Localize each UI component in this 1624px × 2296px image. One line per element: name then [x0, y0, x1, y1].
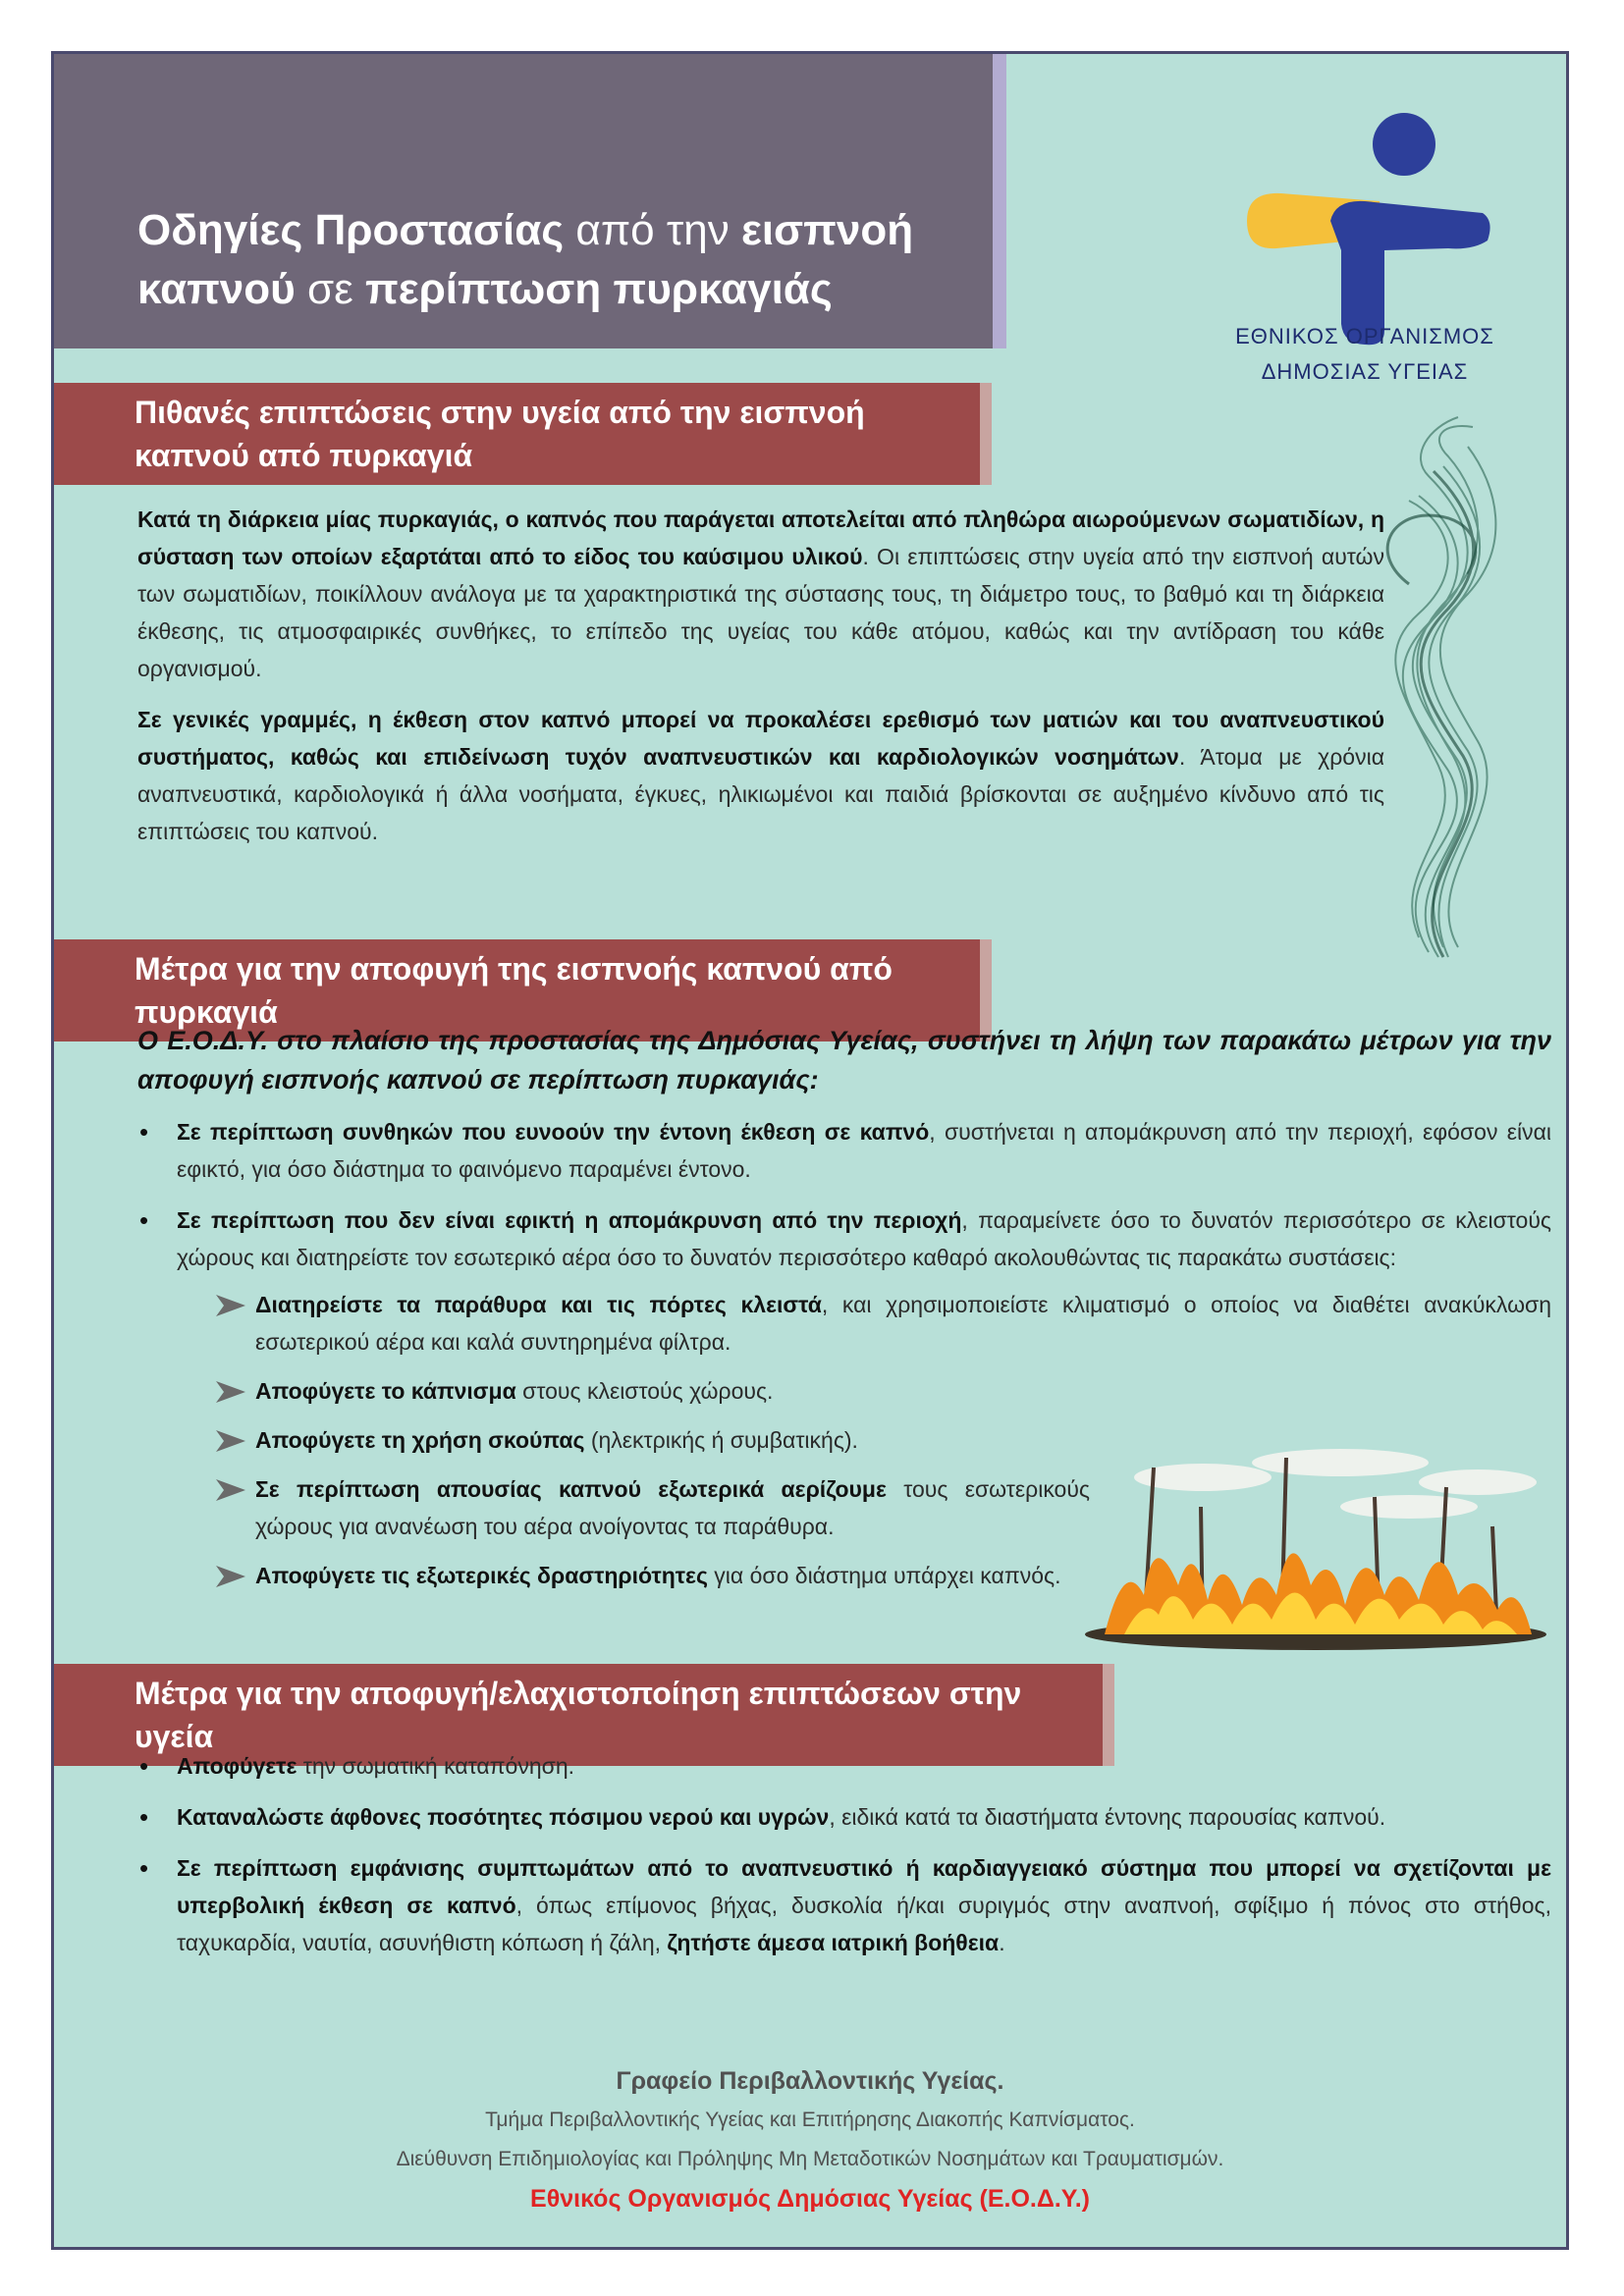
title-part: από την [564, 206, 741, 254]
org-name [1203, 319, 1527, 390]
body-text: , ειδικά κατά τα διαστήματα έντονης παρουσίας καπνού. [829, 1804, 1386, 1830]
bold-text: Σε περίπτωση συνθηκών που ευνοούν την έντονη έκθεση σε καπνό [177, 1119, 930, 1145]
footer-organization: Εθνικός Οργανισμός Δημόσιας Υγείας (Ε.Ο.Δ.Υ.) [530, 2185, 1090, 2213]
bold-text: Σε περίπτωση εμφάνισης συμπτωμάτων από το αναπνευστικό ή καρδιαγγειακό σύστημα που μπορεί να σχετίζονται με υπερβολική έκθεση σε καπνό [177, 1855, 1551, 1918]
body-text: . [999, 1930, 1005, 1955]
paragraph [137, 701, 1384, 850]
bold-text: Διατηρείστε τα παράθυρα και τις πόρτες κλειστά [255, 1292, 822, 1317]
bold-text: Σε περίπτωση που δεν είναι εφικτή η απομάκρυνση από την περιοχή [177, 1207, 962, 1233]
body-text: , και χρησιμοποιείστε κλιματισμό ο οποίος να διαθέτει ανακύκλωση εσωτερικού αέρα και καλά συντηρημένα φίλτρα. [255, 1292, 1552, 1355]
section-heading-health-effects [54, 383, 992, 485]
body-text: την σωματική καταπόνηση. [297, 1753, 574, 1779]
body-text: , συστήνεται η απομάκρυνση από την περιοχή, εφόσον είναι εφικτό, για όσο διάστημα το φαινόμενο παραμένει έντονο. [177, 1119, 1551, 1182]
list-item [137, 1798, 1551, 1836]
bold-text: Κατά τη διάρκεια μίας πυρκαγιάς, ο καπνός που παράγεται αποτελείται από πληθώρα αιωρούμενων σωματιδίων, η σύσταση των οποίων εξαρτάται από το είδος του καύσιμου υλικού [137, 507, 1384, 569]
heading-line: Μέτρα για την αποφυγή της εισπνοής καπνού από πυρκαγιά [135, 951, 893, 1030]
heading-line: Πιθανές επιπτώσεις στην υγεία από την εισπνοή [135, 395, 865, 430]
arrow-right-icon [216, 1479, 245, 1501]
bold-text: Σε περίπτωση απουσίας καπνού εξωτερικά αερίζουμε [255, 1476, 887, 1502]
bold-text: Καταναλώστε άφθονες ποσότητες πόσιμου νερού και υγρών [177, 1804, 830, 1830]
arrow-right-icon [216, 1566, 245, 1587]
title-part: σε [295, 265, 366, 313]
list-item [216, 1286, 1551, 1361]
footer-directorate: Διεύθυνση Επιδημιολογίας και Πρόληψης Μη Μεταδοτικών Νοσημάτων και Τραυματισμών. [396, 2148, 1224, 2170]
title-box [54, 54, 1006, 348]
bold-text: Αποφύγετε τις εξωτερικές δραστηριότητες [255, 1563, 708, 1588]
forest-fire-illustration [1085, 1438, 1546, 1654]
footer [54, 2061, 1566, 2218]
bold-text: Αποφύγετε [177, 1753, 298, 1779]
bold-text: Αποφύγετε το κάπνισμα [255, 1378, 516, 1404]
body-text: (ηλεκτρικής ή συμβατικής). [584, 1427, 858, 1453]
org-line: ΕΘΝΙΚΟΣ ΟΡΓΑΝΙΣΜΟΣ [1235, 324, 1494, 348]
leaflet-page [51, 51, 1569, 2250]
intro-text: Ο Ε.Ο.Δ.Υ. στο πλαίσιο της προστασίας της Δημόσιας Υγείας, συστήνει τη λήψη των παρακάτω μέτρων για την αποφυγή εισπνοής καπνού σε περίπτωση πυρκαγιάς: [137, 1026, 1551, 1095]
heading-line: καπνού από πυρκαγιά [135, 438, 473, 473]
body-text: , παραμείνετε όσο το δυνατόν περισσότερο σε κλειστούς χώρους και διατηρείστε τον εσωτερικό αέρα όσο το δυνατόν περισσότερο καθαρό ακολουθώντας τις παρακάτω συστάσεις: [177, 1207, 1551, 1270]
arrow-right-icon [216, 1295, 245, 1316]
arrow-right-icon [216, 1381, 245, 1403]
body-text: , όπως επίμονος βήχας, δυσκολία ή/και συριγμός στην αναπνοή, σφίξιμο ή πόνος στο στήθος, ταχυκαρδία, ναυτία, ασυνήθιστη κόπωση ή ζάλη, [177, 1893, 1551, 1955]
arrow-right-icon [216, 1430, 245, 1452]
bold-text: Αποφύγετε τη χρήση σκούπας [255, 1427, 585, 1453]
paragraph [137, 501, 1384, 687]
list-item [216, 1470, 1090, 1545]
title-part: καπνού [137, 265, 296, 313]
list-item [137, 1747, 1551, 1785]
org-line: ΔΗΜΟΣΙΑΣ ΥΓΕΙΑΣ [1261, 359, 1469, 384]
eody-logo-icon [1237, 103, 1502, 348]
body-text: . Άτομα με χρόνια αναπνευστικά, καρδιολογικά ή άλλα νοσήματα, έγκυες, ηλικιωμένοι και παιδιά βρίσκονται σε αυξημένο κίνδυνο από τις επιπτώσεις του καπνού. [137, 744, 1384, 844]
body-text: για όσο διάστημα υπάρχει καπνός. [707, 1563, 1061, 1588]
body-text: . Οι επιπτώσεις στην υγεία από την εισπνοή αυτών των σωματιδίων, ποικίλλουν ανάλογα με τα χαρακτηριστικά της σύστασης τους, τη διάμετρο τους, το βαθμό και τη διάρκεια έκθεσης, τις ατμοσφαιρικές συνθήκες, το επίπεδο της υγείας του κάθε ατόμου, καθώς και την αντίδραση του κάθε οργανισμού. [137, 544, 1384, 681]
bold-text: ζητήστε άμεσα ιατρική βοήθεια [667, 1930, 1000, 1955]
heading-line: Μέτρα για την αποφυγή/ελαχιστοποίηση επιπτώσεων στην υγεία [135, 1676, 1022, 1754]
title-part: εισπνοή [740, 206, 914, 254]
list-item [137, 1113, 1551, 1188]
body-text: στους κλειστούς χώρους. [515, 1378, 774, 1404]
footer-department: Τμήμα Περιβαλλοντικής Υγείας και Επιτήρησης Διακοπής Καπνίσματος. [485, 2109, 1135, 2131]
title-part: Οδηγίες Προστασίας [137, 206, 565, 254]
health-measures-list [137, 1747, 1551, 1961]
list-item [216, 1372, 1551, 1410]
bold-text: Σε γενικές γραμμές, η έκθεση στον καπνό μπορεί να προκαλέσει ερεθισμό των ματιών και του αναπνευστικού συστήματος, καθώς και επιδείνωση τυχόν αναπνευστικών και καρδιολογικών νοσημάτων [137, 707, 1384, 770]
list-item [137, 1849, 1551, 1961]
footer-office: Γραφείο Περιβαλλοντικής Υγείας. [616, 2067, 1004, 2095]
title-part: περίπτωση πυρκαγιάς [365, 265, 833, 313]
page-title [137, 201, 982, 319]
section-health-minimization-text [137, 1747, 1551, 1975]
section-health-effects-text [137, 501, 1384, 864]
body-text: τους εσωτερικούς χώρους για ανανέωση του αέρα ανοίγοντας τα παράθυρα. [255, 1476, 1091, 1539]
